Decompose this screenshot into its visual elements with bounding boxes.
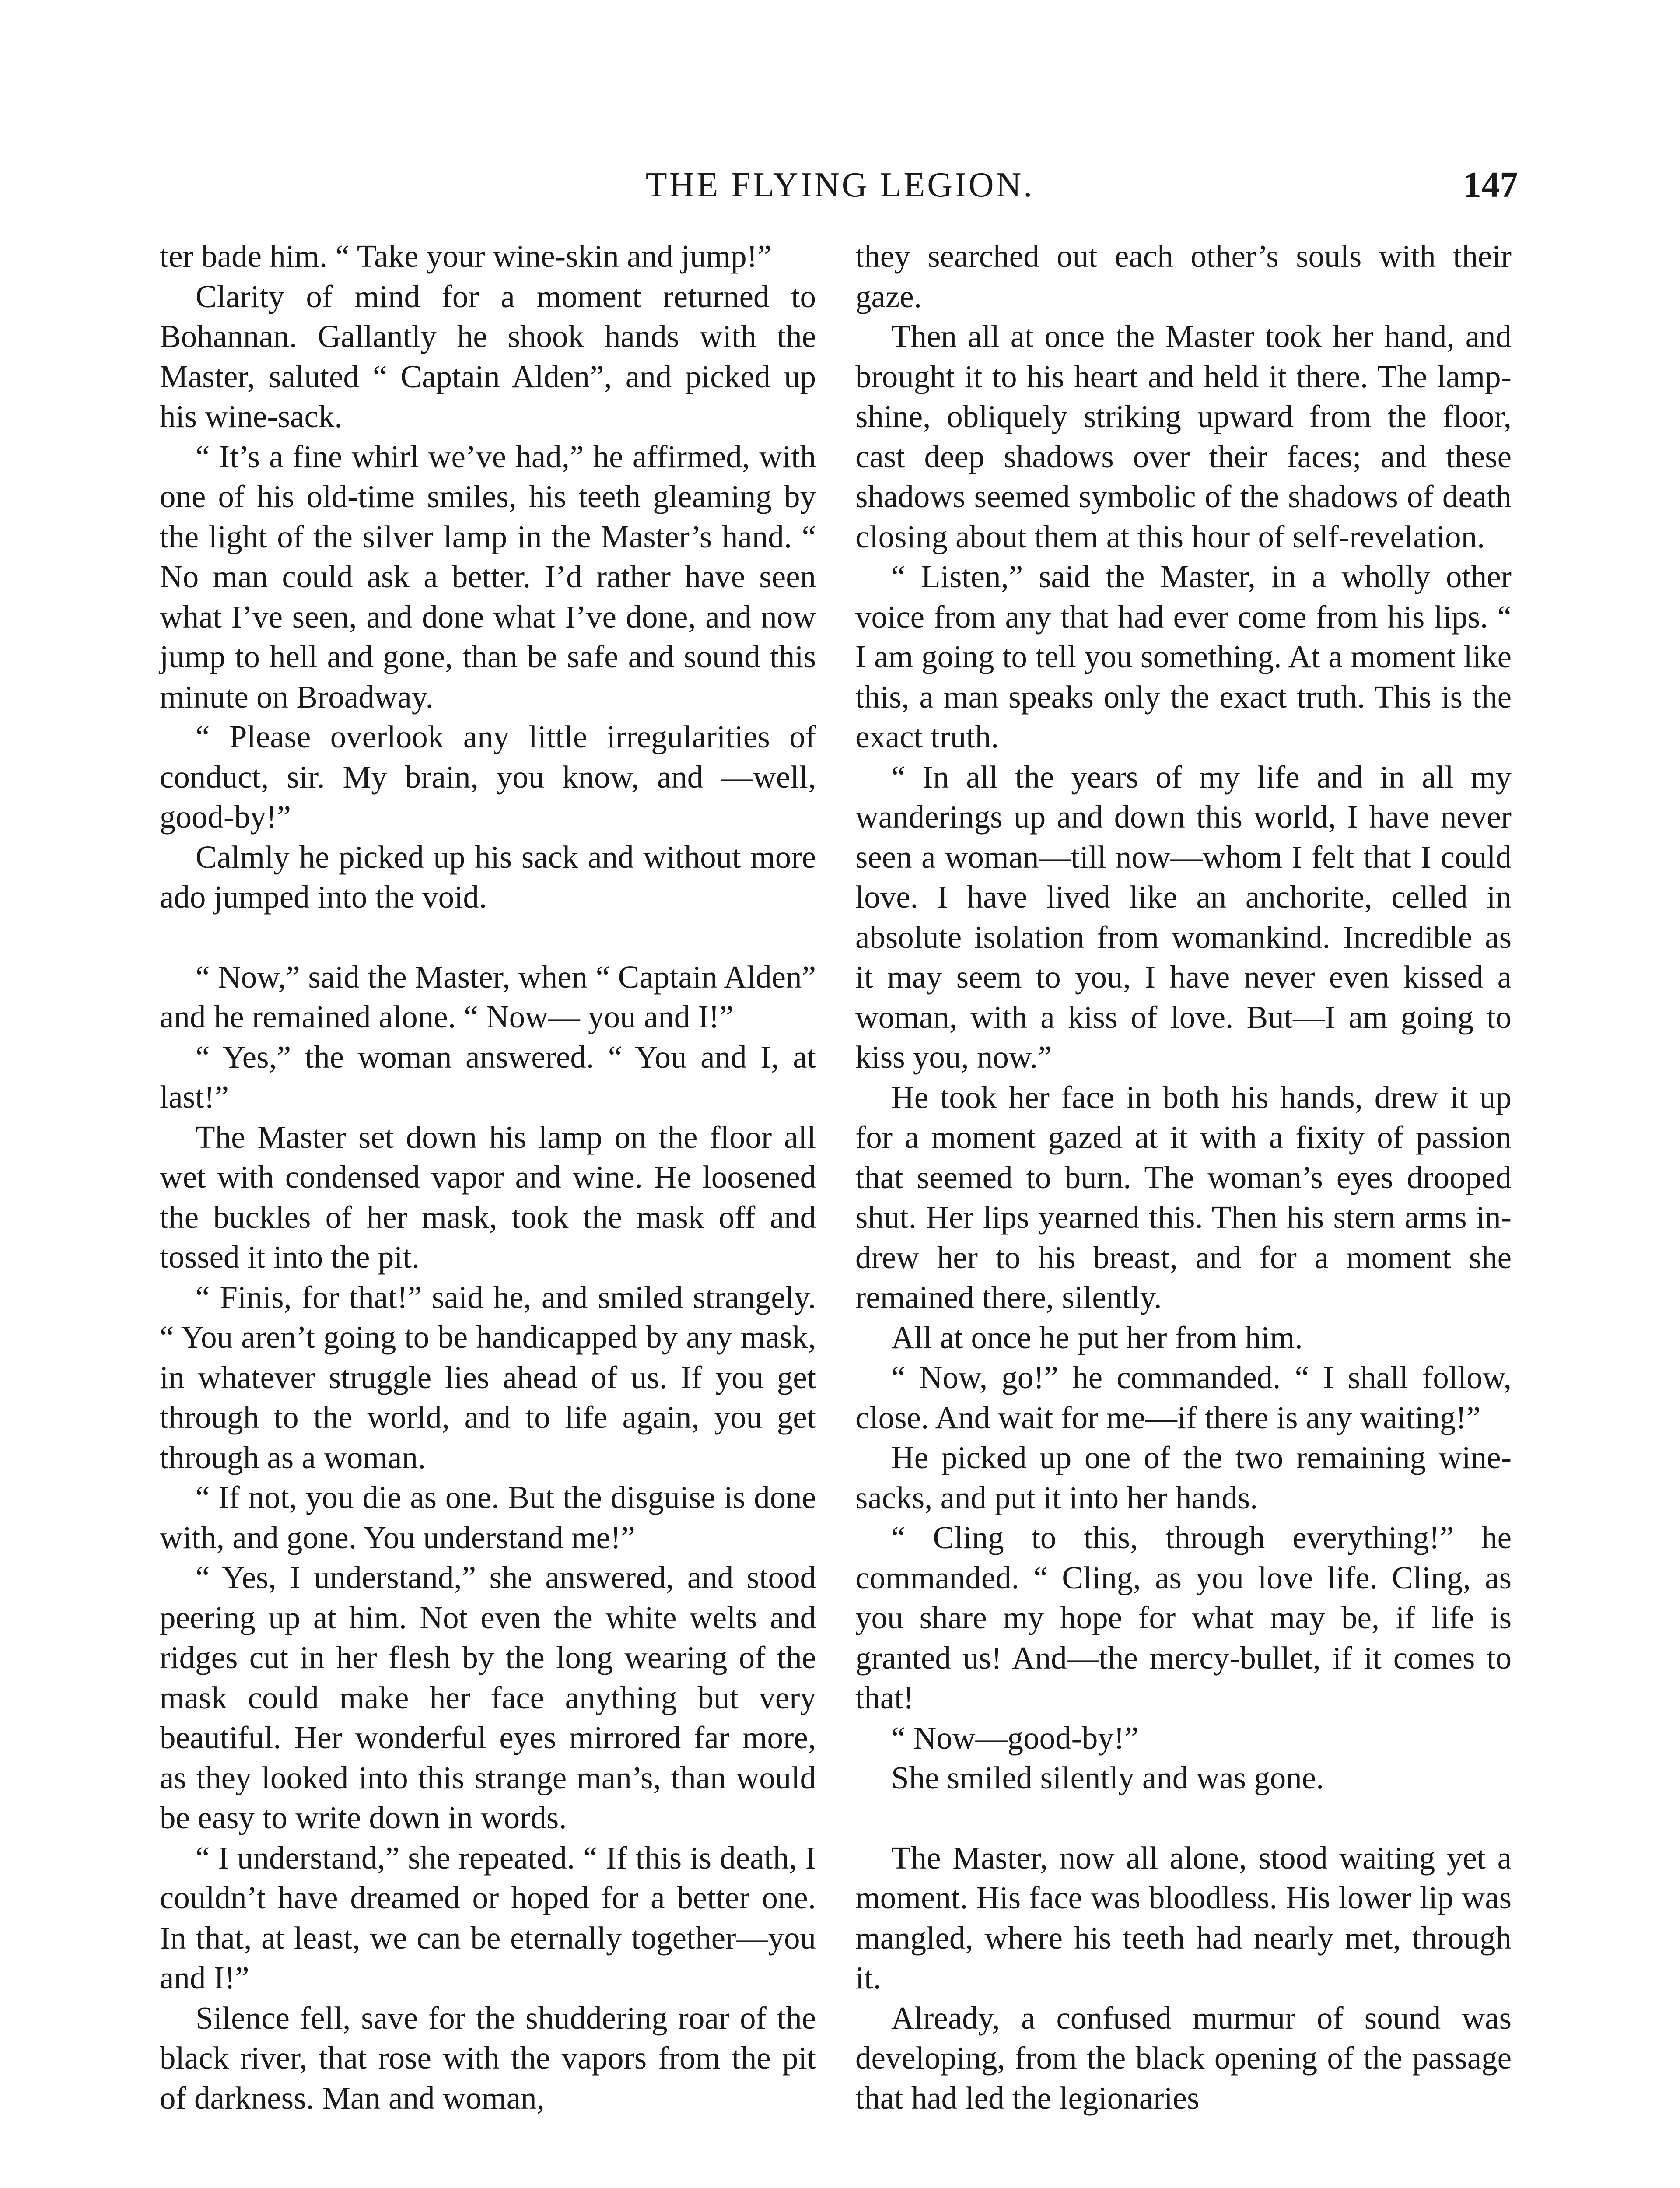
paragraph: Silence fell, save for the shuddering roar of the black river, that rose with the vapors from the pit of darkness. Man and woman,: [160, 2000, 816, 2116]
right-column: [855, 236, 1512, 2118]
paragraph: She smiled silently and was gone.: [891, 1760, 1324, 1795]
paragraph: He picked up one of the two remaining wine-sacks, and put it into her hands.: [855, 1440, 1512, 1515]
paragraph: “ Now,” said the Master, when “ Captain Alden” and he remained alone. “ Now— you and I!”: [160, 959, 816, 1034]
paragraph: Calmly he picked up his sack and without more ado jumped into the void.: [160, 839, 816, 915]
left-column: [160, 236, 816, 2118]
paragraph: “ If not, you die as one. But the disguise is done with, and gone. You understand me!”: [160, 1480, 816, 1555]
paragraph: Then all at once the Master took her hand, and brought it to his heart and held it there. The lamp-shine, obliquely striking upward from the floor, cast deep shadows over their faces; and these shadows seemed symbolic of the shadows of death closing about them at this hour of self-revelation.: [855, 319, 1512, 554]
paragraph: He took her face in both his hands, drew it up for a moment gazed at it with a fixity of passion that seemed to burn. The woman’s eyes drooped shut. Her lips yearned this. Then his stern arms in-drew her to his breast, and for a moment she remained there, silently.: [855, 1079, 1512, 1315]
paragraph: “ Now, go!” he commanded. “ I shall follow, close. And wait for me—if there is any waiting!”: [855, 1360, 1512, 1435]
paragraph: “ Please overlook any little irregularities of conduct, sir. My brain, you know, and —well, good-by!”: [160, 719, 816, 835]
paragraph: “ I understand,” she repeated. “ If this is death, I couldn’t have dreamed or hoped for a better one. In that, at least, we can be eternally together—you and I!”: [160, 1840, 816, 1995]
paragraph: All at once he put her from him.: [891, 1319, 1303, 1355]
paragraph: The Master set down his lamp on the floor all wet with condensed vapor and wine. He loosened the buckles of her mask, took the mask off and tossed it into the pit.: [160, 1119, 816, 1275]
paragraph: “ Yes, I understand,” she answered, and stood peering up at him. Not even the white welts and ridges cut in her flesh by the long wearing of the mask could make her face anything but very beautiful. Her wonderful eyes mirrored far more, as they looked into this strange man’s, than would be easy to write down in words.: [160, 1560, 816, 1835]
paragraph: Already, a confused murmur of sound was developing, from the black opening of the passage that had led the legionaries: [855, 2000, 1512, 2116]
paragraph: they searched out each other’s souls with their gaze.: [855, 238, 1512, 314]
running-title: THE FLYING LEGION.: [645, 166, 1035, 204]
paragraph: “ Listen,” said the Master, in a wholly other voice from any that had ever come from his lips. “ I am going to tell you something. At a moment like this, a man speaks only the exact truth. This is the exact truth.: [855, 559, 1512, 754]
paragraph: Clarity of mind for a moment returned to Bohannan. Gallantly he shook hands with the Master, saluted “ Captain Alden”, and picked up his wine-sack.: [160, 278, 816, 434]
page-header: [162, 161, 1518, 209]
paragraph: ter bade him. “ Take your wine-skin and jump!”: [160, 238, 772, 274]
paragraph: “ Cling to this, through everything!” he commanded. “ Cling, as you love life. Cling, as you share my hope for what may be, if life is granted us! And—the mercy-bullet, if it comes to that!: [855, 1520, 1512, 1715]
page-number: 147: [1463, 165, 1518, 205]
paragraph: “ Now—good-by!”: [891, 1720, 1139, 1756]
paragraph: The Master, now all alone, stood waiting yet a moment. His face was bloodless. His lower lip was mangled, where his teeth had nearly met, through it.: [855, 1840, 1512, 1995]
paragraph: “ Yes,” the woman answered. “ You and I, at last!”: [160, 1039, 816, 1115]
paragraph: “ Finis, for that!” said he, and smiled strangely. “ You aren’t going to be handicapped by any mask, in whatever struggle lies ahead of us. If you get through to the world, and to life again, you get through as a woman.: [160, 1279, 816, 1475]
paragraph: “ It’s a fine whirl we’ve had,” he affirmed, with one of his old-time smiles, his teeth gleaming by the light of the silver lamp in the Master’s hand. “ No man could ask a better. I’d rather have seen what I’ve seen, and done what I’ve done, and now jump to hell and gone, than be safe and sound this minute on Broadway.: [160, 438, 816, 715]
paragraph: “ In all the years of my life and in all my wanderings up and down this world, I have never seen a woman—till now—whom I felt that I could love. I have lived like an anchorite, celled in absolute isolation from womankind. Incredible as it may seem to you, I have never even kissed a woman, with a kiss of love. But—I am going to kiss you, now.”: [855, 759, 1512, 1075]
